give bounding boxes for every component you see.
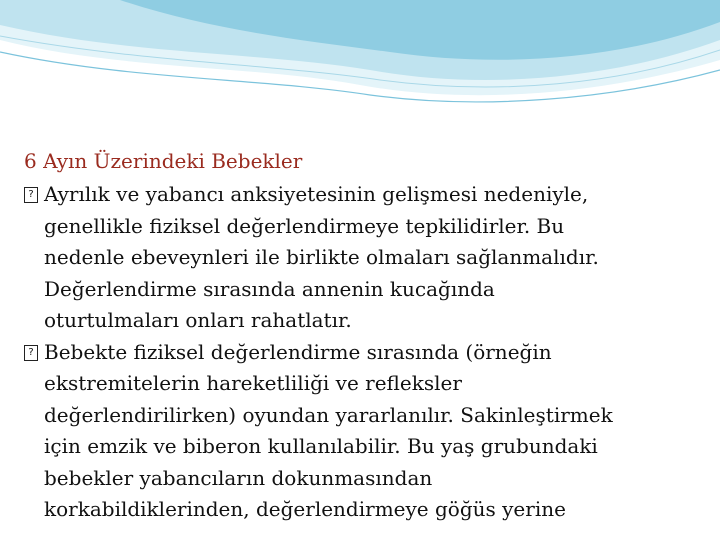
slide-title: 6 Ayın Üzerindeki Bebekler bbox=[24, 149, 303, 173]
bullet-2-line-2: ekstremitelerin hareketliliği ve refleksler bbox=[44, 371, 462, 395]
header-wave-decoration bbox=[0, 0, 720, 110]
missing-glyph-icon: ? bbox=[24, 345, 38, 361]
bullet-2-line-4: için emzik ve biberon kullanılabilir. Bu yaş grubundaki bbox=[44, 434, 598, 458]
bullet-item-2 bbox=[24, 337, 700, 526]
bullet-1-line-1: Ayrılık ve yabancı anksiyetesinin gelişmesi nedeniyle, bbox=[44, 182, 589, 206]
bullet-1-line-5: oturtulmaları onları rahatlatır. bbox=[44, 308, 352, 332]
bullet-1-line-4: Değerlendirme sırasında annenin kucağında bbox=[44, 276, 495, 301]
bullet-2-line-1: Bebekte fiziksel değerlendirme sırasında (örneğin bbox=[44, 339, 552, 364]
missing-glyph-icon: ? bbox=[24, 187, 38, 203]
bullet-1-line-3: nedenle ebeveynleri ile birlikte olmaları sağlanmalıdır. bbox=[44, 245, 599, 269]
bullet-item-1 bbox=[24, 179, 700, 337]
bullet-1-line-2: genellikle fiziksel değerlendirmeye tepkilidirler. Bu bbox=[44, 213, 565, 238]
bullet-2-line-5: bebekler yabancıların dokunmasından bbox=[44, 465, 433, 490]
bullet-2-line-3: değerlendirilirken) oyundan yararlanılır. Sakinleştirmek bbox=[44, 402, 613, 427]
slide-content bbox=[24, 146, 700, 526]
bullet-2-line-6: korkabildiklerinden, değerlendirmeye göğüs yerine bbox=[44, 497, 566, 521]
